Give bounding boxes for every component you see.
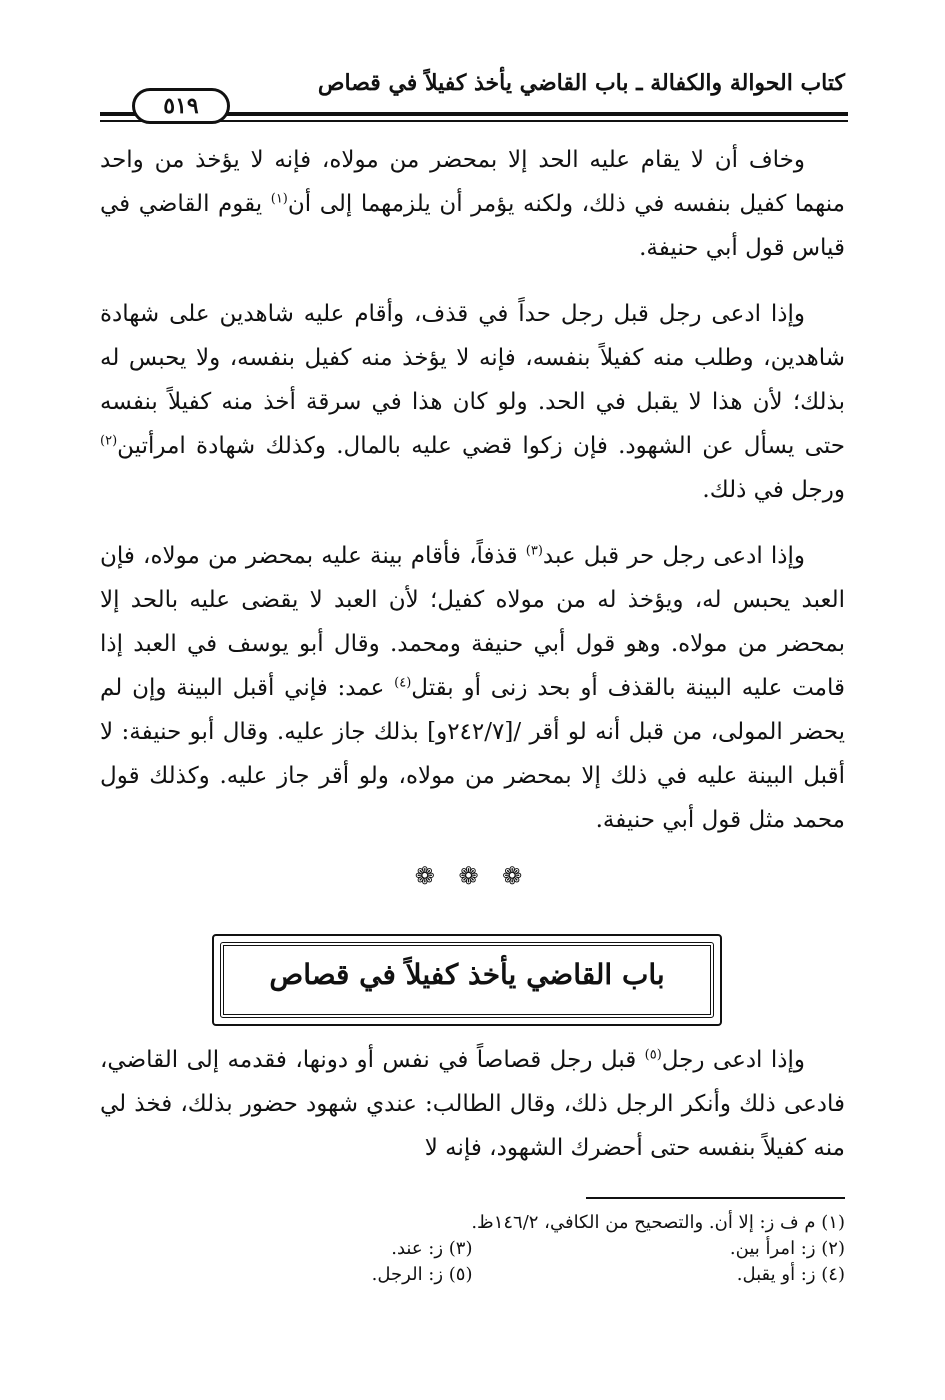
- footnote-ref-5: (٥): [644, 1047, 662, 1063]
- footnotes: [100, 1210, 845, 1288]
- paragraph-3-text-c: عمد: فإني أقبل البينة وإن لم يحضر المولى، من قبل أنه لو أقر /[٢٤٢/٧و] بذلك جاز عليه. وقال أبو حنيفة: لا أقبل البينة عليه في ذلك إلا بمحضر من مولاه، ولو أقر جاز عليه. وكذلك قول محمد مثل قول أبي حنيفة.: [100, 675, 845, 833]
- paragraph-1-text-a: وخاف أن لا يقام عليه الحد إلا بمحضر من مولاه، فإنه لا يؤخذ من واحد منهما كفيل بنفسه في ذلك، ولكنه يؤمر أن يلزمهما إلى أن: [100, 147, 846, 217]
- footnote-ref-1: (١): [270, 191, 288, 207]
- paragraph-1-text-b: يقوم القاضي في قياس قول أبي حنيفة.: [100, 191, 845, 261]
- main-text-continued: [100, 1038, 845, 1170]
- footnote-2: (٢) ز: امرأ بين.: [729, 1238, 845, 1259]
- footnote-row-2: [100, 1236, 845, 1262]
- footnote-separator: [586, 1197, 845, 1199]
- page-number: ٥١٩: [132, 88, 230, 124]
- footnote-1: (١) م ف ز: إلا أن. والتصحيح من الكافي، ١٤٦/٢ظ.: [471, 1212, 845, 1233]
- section-ornament: ❁ ❁ ❁: [414, 862, 531, 890]
- paragraph-4-text-b: قبل رجل قصاصاً في نفس أو دونها، فقدمه إلى القاضي، فادعى ذلك وأنكر الرجل ذلك، وقال الطالب: عندي شهود حضور بذلك، فخذ لي منه كفيلاً بنفسه حتى أحضرك الشهود، فإنه لا: [100, 1047, 845, 1161]
- paragraph-4: [100, 1038, 845, 1170]
- footnote-3: (٣) ز: عند.: [391, 1238, 473, 1259]
- main-text: [100, 138, 845, 842]
- footnote-ref-3: (٣): [525, 543, 543, 559]
- paragraph-3-text-b: قذفاً، فأقام بينة عليه بمحضر من مولاه، فإن العبد يحبس له، ويؤخذ له من مولاه كفيل؛ لأن العبد لا يقضى عليه بالحد إلا بمحضر من مولاه. وهو قول أبي حنيفة ومحمد. وقال أبو يوسف في العبد إذا قامت عليه البينة بالقذف أو بحد زنى أو بقتل: [100, 543, 845, 701]
- footnote-row-1: [100, 1210, 845, 1236]
- footnote-ref-4: (٤): [394, 675, 412, 691]
- paragraph-3-text-a: وإذا ادعى رجل حر قبل عبد: [542, 543, 805, 569]
- paragraph-4-text-a: وإذا ادعى رجل: [661, 1047, 805, 1073]
- chapter-heading-frame: [212, 934, 722, 1026]
- chapter-title: باب القاضي يأخذ كفيلاً في قصاص: [269, 958, 665, 991]
- footnote-4: (٤) ز: أو يقبل.: [736, 1264, 845, 1285]
- paragraph-2-text-a: وإذا ادعى رجل قبل رجل حداً في قذف، وأقام عليه شاهدين على شهادة شاهدين، وطلب منه كفيلاً بنفسه، فإنه لا يؤخذ منه كفيل بنفسه، ولا يحبس له بذلك؛ لأن هذا لا يقبل في الحد. ولو كان هذا في سرقة أخذ منه كفيلاً بنفسه حتى يسأل عن الشهود. فإن زكوا قضي عليه بالمال. وكذلك شهادة امرأتين: [100, 301, 845, 459]
- footnote-5: (٥) ز: الرجل.: [371, 1264, 473, 1285]
- paragraph-1: [100, 138, 845, 270]
- paragraph-2-text-b: ورجل في ذلك.: [702, 477, 845, 503]
- running-head: كتاب الحوالة والكفالة ـ باب القاضي يأخذ كفيلاً في قصاص: [317, 70, 845, 96]
- paragraph-2: [100, 292, 845, 512]
- footnote-row-3: [100, 1262, 845, 1288]
- footnote-ref-2: (٢): [100, 433, 118, 449]
- paragraph-3: [100, 534, 845, 842]
